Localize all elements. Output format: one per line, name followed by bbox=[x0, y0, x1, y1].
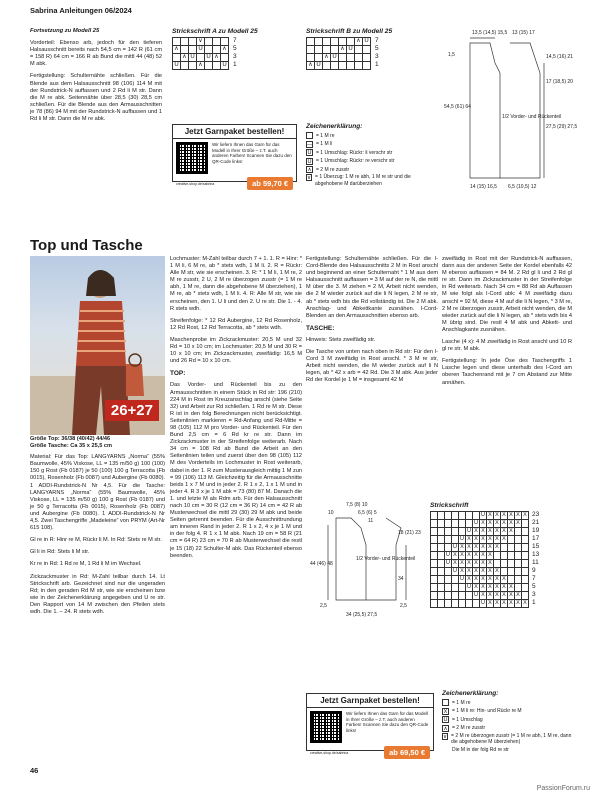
chart-cell: X bbox=[460, 560, 464, 566]
chart-c-row: 13 bbox=[532, 551, 540, 558]
chart-cell: X bbox=[474, 560, 478, 566]
chart-cell: X bbox=[502, 576, 506, 582]
chart-cell bbox=[431, 592, 438, 600]
chart-cell: X bbox=[495, 576, 499, 582]
chart-cell bbox=[466, 512, 473, 520]
chart-cell: X bbox=[474, 576, 478, 582]
chart-cell bbox=[438, 544, 445, 552]
dim-label: 1,5 bbox=[448, 52, 455, 58]
dim-label: 17 (18,5) 20 bbox=[546, 79, 573, 85]
chart-cell bbox=[445, 584, 452, 592]
garter-text: Kr re in Rd: 1 Rd re M, 1 Rd li M im Wechsel. bbox=[30, 561, 142, 568]
dim-label: 1/2 Vorder- und Rückenteil bbox=[356, 556, 416, 562]
dim-label: 27,5 (29) 27,5 bbox=[546, 124, 578, 130]
chart-cell: X bbox=[481, 560, 485, 566]
dim-label: 14,5 (16) 21 bbox=[546, 54, 573, 60]
chart-cell bbox=[445, 520, 452, 528]
dim-label: 11 bbox=[368, 518, 374, 524]
chart-cell: U bbox=[460, 576, 464, 582]
chart-cell bbox=[501, 552, 508, 560]
chart-cell: U bbox=[467, 584, 471, 590]
dim-label: 7,5 (8) 10 bbox=[346, 502, 368, 508]
hint-text: Hinweis: Stets zweifädig str. bbox=[306, 336, 376, 343]
legend-item: = 2 M re zusstr bbox=[316, 166, 350, 173]
chart-cell: X bbox=[509, 600, 513, 606]
chart-cell bbox=[494, 560, 501, 568]
chart-cell bbox=[431, 536, 438, 544]
chart-cell: X bbox=[481, 552, 485, 558]
bag-finishing-text: Fertigstellung: In jede Öse des Taschengriffs 1 Lasche legen und diese unterhalb des I-Cord am oberen Taschenrand mit je 7 cm Abstand zur Mitte annähen. bbox=[442, 358, 572, 386]
chart-cell bbox=[452, 512, 459, 520]
chart-cell bbox=[452, 520, 459, 528]
legend-item: = 1 M li re: Hin- und Rückr re M bbox=[452, 708, 522, 714]
dim-label: 1/2 Vorder- und Rückenteil bbox=[502, 114, 562, 120]
chart-cell: U bbox=[467, 528, 471, 534]
chart-cell: X bbox=[495, 528, 499, 534]
chart-cell: U bbox=[453, 568, 457, 574]
dim-label: 34 bbox=[398, 576, 404, 582]
chart-cell: X bbox=[474, 568, 478, 574]
chart-a-title: Strickschrift A zu Modell 25 bbox=[172, 28, 258, 35]
chart-cell bbox=[501, 568, 508, 576]
chart-cell bbox=[459, 512, 466, 520]
chart-c-row: 17 bbox=[532, 535, 540, 542]
chart-cell: X bbox=[488, 520, 492, 526]
legend-2 bbox=[442, 690, 572, 754]
chart-cell bbox=[438, 600, 445, 608]
chart-cell: U bbox=[446, 560, 450, 566]
chart-cell bbox=[438, 576, 445, 584]
chart-cell: X bbox=[502, 536, 506, 542]
chart-cell: X bbox=[516, 592, 520, 598]
chart-cell: U bbox=[481, 512, 485, 518]
chart-cell bbox=[431, 512, 438, 520]
chart-cell bbox=[452, 592, 459, 600]
bag-heading: TASCHE: bbox=[306, 324, 335, 332]
chart-zigzag bbox=[430, 502, 539, 608]
chart-cell bbox=[431, 560, 438, 568]
chart-cell bbox=[452, 576, 459, 584]
chart-cell: X bbox=[481, 568, 485, 574]
column-3 bbox=[306, 256, 438, 390]
chart-cell bbox=[438, 536, 445, 544]
size-top: Größe Top: 36/38 (40/42) 44/46 bbox=[30, 436, 111, 442]
yarn-over-icon: U bbox=[443, 717, 448, 724]
chart-b-title: Strickschrift B zu Modell 25 bbox=[306, 28, 393, 35]
price-badge: ab 69,50 € bbox=[384, 746, 430, 759]
legend-item: = 1 M re bbox=[316, 132, 335, 139]
page-header: Sabrina Anleitungen 06/2024 bbox=[30, 6, 132, 15]
legend-item: = 1 Überzug: 1 M re abh, 1 M re str und die abgehobene M darüberziehen bbox=[315, 174, 411, 187]
schematic-top-26 bbox=[306, 500, 438, 620]
chart-c-title: Strickschrift bbox=[430, 502, 469, 509]
chart-cell: X bbox=[509, 528, 513, 534]
chart-cell bbox=[515, 528, 522, 536]
chart-cell: X bbox=[481, 584, 485, 590]
chart-cell: X bbox=[495, 544, 499, 550]
chart-cell: X bbox=[495, 568, 499, 574]
chart-c-grid bbox=[430, 511, 529, 608]
chart-cell: X bbox=[481, 592, 485, 598]
chart-cell: X bbox=[460, 568, 464, 574]
chart-cell: X bbox=[502, 600, 506, 606]
chart-cell: X bbox=[481, 536, 485, 542]
chart-cell bbox=[438, 520, 445, 528]
chart-cell: X bbox=[509, 592, 513, 598]
schematic-top-25 bbox=[440, 28, 578, 198]
chart-cell bbox=[508, 544, 515, 552]
top-instructions: Das Vorder- und Rückenteil bis zu den Armausschnitten in einem Stück in Rd str: 196 (210) 224 M in Rost im Kreuzanschlag anschl (siehe Seite 32) und Arbeit zur Rd schließen. 1 Rd re M str. Diese R ist in den folg Berechnungen nicht berücksichtigt. Seitenlinien markieren = Rd-Anfang und Rd-Mitte = 98 (105) 112 M pro Vorder- und Rückenteil. Für den Bund 2,5 cm = 6 Rd kr re str. Dann im Zickzackmuster in der Streifenfolge weiterarb. Nach 34 cm = 108 Rd ab Bund die Arbeit an den Seitenlinien teilen und zuerst über den 98 (105) 112 M des Vorderteils im Lochmuster in Rost weiterarb, dabei in der 1. R zum Musterausgleich mittig 1 M zun = 99 (106) 113 M. Gleichzeitig für die Armausschnitte beids 1 x 7 M und in jeder 2. R 1 x 2, 1 x 1 M und in jeder 4. R 3 x je 1 M abk = 73 (80) 87 M. Danach die 1. und letzte M als Rdm arb. Für den Halsausschnitt nach 10 cm = 30 R (12 cm = 36 R) 14 cm = 42 R ab Musterwechsel die mittl 29 (30) 29 M abk und beide Seiten getrennt beenden. Für die Ausschnittrundung am inneren Rand in jeder 2. R 1 x 2, 4 x je 1 M und in der folg 4. R 1 x 1 M abk. Nach 19 cm = 58 R (21 cm = 64 R) 23 cm = 70 R ab Musterwechsel die restl je 15 (18) 22 Schulter-M abk. Das Rückenteil ebenso beenden. bbox=[170, 382, 302, 559]
model-photo bbox=[30, 256, 165, 435]
chart-cell bbox=[445, 528, 452, 536]
ssk-icon: ∨ bbox=[307, 175, 312, 181]
chart-cell bbox=[515, 544, 522, 552]
chart-cell: X bbox=[467, 560, 471, 566]
k2tog-icon: ∧ bbox=[443, 725, 448, 732]
chart-cell: X bbox=[502, 512, 506, 518]
chart-cell bbox=[438, 568, 445, 576]
chart-cell bbox=[452, 528, 459, 536]
chart-cell: X bbox=[495, 592, 499, 598]
chart-cell: X bbox=[509, 520, 513, 526]
chart-c-row: 1 bbox=[532, 599, 536, 606]
bag-instructions: Die Tasche von unten nach oben in Rd str: Für den I-Cord 3 M zweifädig in Rost anschl. * 3 M re str, Arbeit nicht wenden, die M wieder zurück auf li N legen, ab * 42 x arb = 42 Rd. Die 3 M abk. Aus jeder Rd der Kordel je 1 M = insgesamt 42 M bbox=[306, 349, 438, 384]
chart-cell bbox=[522, 520, 529, 528]
chart-cell bbox=[438, 528, 445, 536]
promo-text: Wir liefern Ihnen das Garn für das Modell in Ihrer Größe – z.T. auch anderen Farben! Scannen Sie dazu den QR-Code links! bbox=[212, 142, 292, 164]
section-title: Top und Tasche bbox=[30, 237, 143, 254]
chart-cell bbox=[459, 600, 466, 608]
chart-cell bbox=[522, 560, 529, 568]
chart-cell: X bbox=[495, 520, 499, 526]
reverse-stockinette-text: Gl li in Rd: Stets li M str. bbox=[30, 549, 90, 556]
stripe-text: Streifenfolge: * 12 Rd Aubergine, 12 Rd Rosenholz, 12 Rd Rost, 12 Rd Terracotta, ab * stets wdh. bbox=[170, 317, 302, 331]
chart-cell bbox=[522, 552, 529, 560]
chart-cell bbox=[515, 584, 522, 592]
chart-cell: X bbox=[488, 568, 492, 574]
chart-cell: X bbox=[474, 552, 478, 558]
chart-cell bbox=[431, 552, 438, 560]
ssk-icon: ∨ bbox=[443, 733, 448, 740]
promo-url[interactable]: creative-shop.de/sabrina bbox=[176, 181, 215, 186]
bag-continued-text: zweifädig in Rost mit der Rundstrick-N auffassen, dann aus der anderen Seite der Kordel ebenfalls 42 M ebenso auffassen = 84 M. 2 Rd gl li und 2 Rd gl re str. Dann im Zickzackmuster in der Streifenfolge in Rd weiterarb. Nach 34 cm = 88 Rd ab Auffassen M wie folgt als I-Cord abk: 4 M zweifädig dazu anschl = 92 M, diese 4 M auf die li N legen, * 3 M re, 2 M re überzogen zusstr, Arbeit nicht wenden, die M wieder zurück auf die li N legen, ab * stets wdh bis 4 M übrig sind. Die restl 4 M abk und Abkett- und Anschlagkante zusnähen. bbox=[442, 256, 572, 333]
chart-cell: X bbox=[495, 536, 499, 542]
model-number-badge: 26+27 bbox=[105, 400, 159, 421]
legend-title: Zeichenerklärung: bbox=[306, 123, 363, 130]
chart-cell: X bbox=[516, 600, 520, 606]
chart-cell bbox=[431, 584, 438, 592]
continued-subtitle: Fortsetzung zu Modell 25 bbox=[30, 28, 100, 34]
legend-item: = 1 M li bbox=[316, 141, 333, 147]
chart-cell: X bbox=[460, 552, 464, 558]
chart-cell: X bbox=[467, 576, 471, 582]
chart-cell: U bbox=[446, 552, 450, 558]
chart-cell: X bbox=[488, 600, 492, 606]
chart-a-row: 5 bbox=[233, 45, 237, 52]
chart-cell bbox=[459, 592, 466, 600]
chart-cell: U bbox=[474, 592, 478, 598]
chart-cell: X bbox=[488, 552, 492, 558]
promo-title: Jetzt Garnpaket bestellen! bbox=[173, 125, 296, 139]
chart-cell bbox=[445, 536, 452, 544]
material-text: Material: Für das Top: LANGYARNS „Norma“ (55% Baumwolle, 45% Viskose, LL = 135 m/50 g) 100 (100) 150 g Rost (Fb 0187) je 50 (100) 100 g Terracotta (Fb 0015), Rosenholz (Fb 0087) und Aubergine (Fb 0080). 1 ADDI-Rundstrick-N Nr 4,5. Für die Tasche: LANGYARNS „Norma“ (55% Baumwolle, 45% Viskose, LL = 135 m/50 g) 100 g Rost (Fb 0187) und je 50 g Terracotta (Fb 0015), Rosenholz (Fb 0087) und Aubergine (Fb 0080). 1 ADDI-Rundstrick-N Nr 4,5. Zwei Taschengriffe „Madeleine“ von PRYM (Art-Nr 615 108). bbox=[30, 454, 165, 532]
chart-cell: U bbox=[460, 536, 464, 542]
chart-cell: X bbox=[474, 584, 478, 590]
chart-cell bbox=[466, 592, 473, 600]
chart-cell bbox=[438, 560, 445, 568]
chart-cell bbox=[452, 536, 459, 544]
chart-cell bbox=[508, 536, 515, 544]
yarn-over-icon: U bbox=[307, 158, 312, 165]
chart-cell: X bbox=[474, 528, 478, 534]
continued-text bbox=[30, 28, 162, 128]
chart-c-row: 21 bbox=[532, 519, 540, 526]
chart-a bbox=[172, 28, 258, 70]
chart-cell: X bbox=[467, 536, 471, 542]
chart-cell bbox=[466, 600, 473, 608]
chart-cell: X bbox=[502, 592, 506, 598]
chart-c-row: 19 bbox=[532, 527, 540, 534]
zigzag-text: Zickzackmuster in Rd: M-Zahl teilbar durch 14. Lt Strickschrift arb. Gezeichnet sind nur die ungeraden Rd; in den geraden Rd M str, wie sie erscheinen bzw wie in der Zeichenerklärung angegeben und U re str. Den Rapport von 14 M zwischen den Pfeilen stets wdh. Die 1. – 24. R stets wdh. bbox=[30, 573, 165, 615]
legend-item: = 2 M re zusstr bbox=[452, 725, 486, 731]
chart-c-row: 11 bbox=[532, 559, 539, 566]
column-1 bbox=[30, 436, 165, 621]
chart-c-row: 7 bbox=[532, 575, 536, 582]
chart-b-grid: ∧ U ∧ U ∧ U ∧ U bbox=[308, 38, 369, 68]
chart-cell: X bbox=[488, 512, 492, 518]
k2tog-icon: ∧ bbox=[307, 167, 312, 174]
schematic-outline bbox=[500, 43, 540, 178]
knit-icon bbox=[306, 132, 313, 139]
lace-text: Lochmuster: M-Zahl teilbar durch 7 + 1. 1. R = Hinr: * 1 M li, 6 M re, ab * stets wdh, 1 M li. 2. R = Rückr: Alle M str, wie sie erscheinen. 3. R: * 1 M li, 1 M re, 2 M re zusstr, 2 U, 2 M re überzogen zusstr (= 1 M re abh, 1 M re, dann die abgehobene M überziehen), 1 M re, ab * stets wdh, 1 M li. 4. R: Alle M str, wie sie erscheinen, den 1. U li und den 2. U re str. Die 1. - 4. R stets wdh. bbox=[170, 256, 302, 312]
chart-cell bbox=[438, 592, 445, 600]
chart-cell: X bbox=[488, 544, 492, 550]
chart-cell bbox=[431, 520, 438, 528]
chart-cell bbox=[522, 584, 529, 592]
chart-c-row: 9 bbox=[532, 567, 536, 574]
chart-c-row: 23 bbox=[532, 511, 540, 518]
chart-cell bbox=[515, 536, 522, 544]
chart-cell: X bbox=[502, 528, 506, 534]
chart-cell bbox=[459, 584, 466, 592]
column-4 bbox=[442, 256, 572, 392]
dim-label: 6,5 (6) 5 bbox=[358, 510, 377, 516]
chart-cell bbox=[494, 552, 501, 560]
chart-cell: X bbox=[474, 544, 478, 550]
chart-cell: X bbox=[467, 568, 471, 574]
dim-label: 13,5 (14,5) 15,5 bbox=[472, 30, 508, 36]
chart-cell bbox=[522, 592, 529, 600]
chart-cell: X bbox=[502, 520, 506, 526]
chart-b-row: 5 bbox=[375, 45, 379, 52]
chart-cell: X bbox=[488, 536, 492, 542]
dim-label: 6,5 (10,5) 12 bbox=[508, 184, 537, 190]
legend-item: = 1 Umschlag: Rückr: re verschr str bbox=[316, 158, 395, 164]
chart-a-row: 1 bbox=[233, 61, 237, 68]
chart-cell bbox=[431, 528, 438, 536]
chart-cell: X bbox=[495, 600, 499, 606]
yarn-promo-box bbox=[172, 124, 297, 188]
promo-url[interactable]: creative-shop.de/sabrina bbox=[310, 750, 349, 755]
chart-cell: X bbox=[488, 576, 492, 582]
gauge-text: Maschenprobe im Zickzackmuster: 20,5 M und 32 Rd = 10 x 10 cm; im Lochmuster: 20,5 M und 30 R = 10 x 10 cm; im Zickzackmuster, zweifädig: 16,5 M und 26 Rd = 10 x 10 cm. bbox=[170, 336, 302, 365]
stockinette-text: Gl re in R: Hinr re M, Rückr li M. In Rd: Stets re M str. bbox=[30, 537, 162, 544]
chart-cell: X bbox=[467, 552, 471, 558]
chart-cell: X bbox=[467, 544, 471, 550]
chart-cell: X bbox=[481, 576, 485, 582]
fertigstellung-text: Fertigstellung: Schulternähte schließen. Für die Blende aus dem Halsausschnitt 98 (106) 114 M mit der Rundstrick-N auffassen und 2 Rd li M str. Dann die M re abk. Seitennähte über 28,5 (30) 28,5 cm schließen. Für die Blende aus den Armausschnitten je 78 (86) 94 M mit der Rundstrick-N auffassen und 1 Rd li M str. Dann die M re abk. bbox=[30, 73, 162, 123]
chart-cell: X bbox=[481, 528, 485, 534]
chart-cell bbox=[515, 576, 522, 584]
chart-cell bbox=[522, 568, 529, 576]
chart-cell: X bbox=[516, 520, 520, 526]
size-bag: Größe Tasche: Ca 35 x 25,5 cm bbox=[30, 443, 112, 450]
chart-cell bbox=[508, 576, 515, 584]
chart-c-row: 15 bbox=[532, 543, 540, 550]
chart-cell bbox=[473, 600, 480, 608]
strap-text: Lasche (4 x): 4 M zweifädig in Rost anschl und 10 R gl re str. M abk. bbox=[442, 339, 572, 353]
chart-c-row: 3 bbox=[532, 591, 536, 598]
chart-cell bbox=[515, 552, 522, 560]
chart-cell bbox=[445, 568, 452, 576]
chart-cell: X bbox=[488, 592, 492, 598]
yarn-promo-box-2 bbox=[306, 693, 434, 757]
chart-cell bbox=[522, 544, 529, 552]
dim-label: 18 (21) 23 bbox=[398, 530, 421, 536]
chart-cell bbox=[466, 520, 473, 528]
chart-cell bbox=[501, 544, 508, 552]
chart-cell bbox=[438, 584, 445, 592]
chart-cell: X bbox=[481, 520, 485, 526]
dim-label: 44 (46) 48 bbox=[310, 561, 333, 567]
chart-cell bbox=[445, 592, 452, 600]
chart-cell bbox=[445, 600, 452, 608]
chart-cell bbox=[452, 584, 459, 592]
dim-label: 54,5 (61) 64 bbox=[444, 104, 471, 110]
chart-cell bbox=[452, 600, 459, 608]
chart-cell bbox=[522, 576, 529, 584]
chart-cell: U bbox=[481, 600, 485, 606]
qr-code-icon[interactable] bbox=[310, 711, 342, 743]
chart-cell: U bbox=[453, 544, 457, 550]
chart-cell bbox=[508, 552, 515, 560]
chart-cell bbox=[515, 560, 522, 568]
chart-cell: X bbox=[502, 584, 506, 590]
chart-cell: X bbox=[481, 544, 485, 550]
chart-cell bbox=[501, 560, 508, 568]
purl-icon: — bbox=[307, 141, 313, 148]
chart-cell: X bbox=[460, 544, 464, 550]
promo-text: Wir liefern Ihnen das Garn für das Modell in Ihrer Größe – z.T. auch anderen Farben! Scannen Sie dazu den QR-Code links! bbox=[346, 711, 429, 733]
legend-title: Zeichenerklärung: bbox=[442, 690, 499, 697]
chart-b-row: 7 bbox=[375, 37, 379, 44]
chart-cell: U bbox=[474, 520, 478, 526]
chart-cell bbox=[431, 544, 438, 552]
chart-cell bbox=[522, 536, 529, 544]
chart-cell bbox=[459, 528, 466, 536]
chart-cell: X bbox=[523, 512, 527, 518]
knit-icon bbox=[442, 699, 449, 706]
chart-cell: X bbox=[516, 512, 520, 518]
dim-label: 13 (15) 17 bbox=[512, 30, 535, 36]
chart-cell bbox=[459, 520, 466, 528]
chart-cell: X bbox=[453, 560, 457, 566]
chart-cell bbox=[431, 568, 438, 576]
chart-cell bbox=[445, 512, 452, 520]
legend-item: = 1 Umschlag bbox=[452, 716, 483, 723]
legend-item: = 1 Umschlag: Rückr: li verschr str bbox=[316, 149, 393, 156]
finishing-text: Fertigstellung: Schulternähte schließen. Für die I-Cord-Blende des Halsausschnitts 2 M in Rost anschl und beginnend an einer Schulternaht * 1 M aus dem Halsausschnitt auffassen = 3 M auf der re N, die mittl M über die 3. M ziehen = 2 M, Arbeit nicht wenden, die 2 M wieder zurück auf die li N legen, 2 M re str, ab * stets wdh bis die Rd vollständig ist. Die 2 M abk. Anschlag- und Abkettkante zusnähen. I-Cord-Blenden an den Armausschnitten ebenso arb. bbox=[306, 256, 438, 319]
chart-b-row: 1 bbox=[375, 61, 379, 68]
chart-cell: X bbox=[495, 584, 499, 590]
chart-cell bbox=[438, 512, 445, 520]
dim-label: 2,5 bbox=[400, 603, 407, 609]
schematic-outline bbox=[470, 43, 500, 178]
promo-title: Jetzt Garnpaket bestellen! bbox=[307, 694, 433, 708]
chart-cell bbox=[508, 560, 515, 568]
chart-cell bbox=[473, 512, 480, 520]
dim-label: 34 (25,5) 27,5 bbox=[346, 612, 378, 618]
legend-item: = 1 M re bbox=[452, 699, 471, 706]
chart-cell bbox=[508, 568, 515, 576]
vorderteil-text: Vorderteil: Ebenso arb, jedoch für den tieferen Halsausschnitt bereits nach 54,5 cm = 142 R (61 cm = 158 R) 64 cm = 166 R ab Bund die mittl 44 (48) 52 M abk. bbox=[30, 40, 162, 68]
column-2 bbox=[170, 256, 302, 565]
legend-1 bbox=[306, 123, 436, 187]
chart-cell bbox=[431, 576, 438, 584]
chart-cell: X bbox=[488, 560, 492, 566]
legend-tail: Die M in der folg Rd re str bbox=[452, 746, 509, 753]
chart-cell bbox=[515, 568, 522, 576]
chart-cell: X bbox=[488, 584, 492, 590]
chart-b bbox=[306, 28, 392, 70]
chart-a-grid: ∨ ∧ U ∧ ∧ U U ∧ U ∧ U bbox=[174, 38, 227, 68]
chart-cell bbox=[431, 600, 438, 608]
yarn-over-icon: U bbox=[307, 150, 312, 157]
chart-a-row: 7 bbox=[233, 37, 237, 44]
price-badge: ab 59,70 € bbox=[247, 177, 293, 190]
dim-label: 10 bbox=[328, 510, 334, 516]
legend-item: = 2 M re überzogen zusstr (= 1 M re abh, 1 M re, dann die abgehobene M überziehen) bbox=[451, 732, 572, 745]
purl-icon: X bbox=[443, 708, 448, 715]
top-heading: TOP: bbox=[170, 370, 186, 378]
chart-cell: X bbox=[453, 552, 457, 558]
chart-cell bbox=[438, 552, 445, 560]
chart-cell: X bbox=[523, 600, 527, 606]
watermark: PassionForum.ru bbox=[536, 785, 590, 792]
dim-label: 2,5 bbox=[320, 603, 327, 609]
chart-cell: X bbox=[488, 528, 492, 534]
chart-cell: X bbox=[474, 536, 478, 542]
page-number: 46 bbox=[30, 766, 39, 775]
chart-cell bbox=[522, 528, 529, 536]
dim-label: 14 (15) 16,5 bbox=[470, 184, 497, 190]
chart-c-row: 5 bbox=[532, 583, 536, 590]
chart-cell: X bbox=[495, 512, 499, 518]
chart-cell: X bbox=[509, 512, 513, 518]
qr-code-icon[interactable] bbox=[176, 142, 208, 174]
chart-b-row: 3 bbox=[375, 53, 379, 60]
chart-cell bbox=[445, 576, 452, 584]
chart-cell: X bbox=[509, 584, 513, 590]
chart-cell bbox=[445, 544, 452, 552]
chart-a-row: 3 bbox=[233, 53, 237, 60]
